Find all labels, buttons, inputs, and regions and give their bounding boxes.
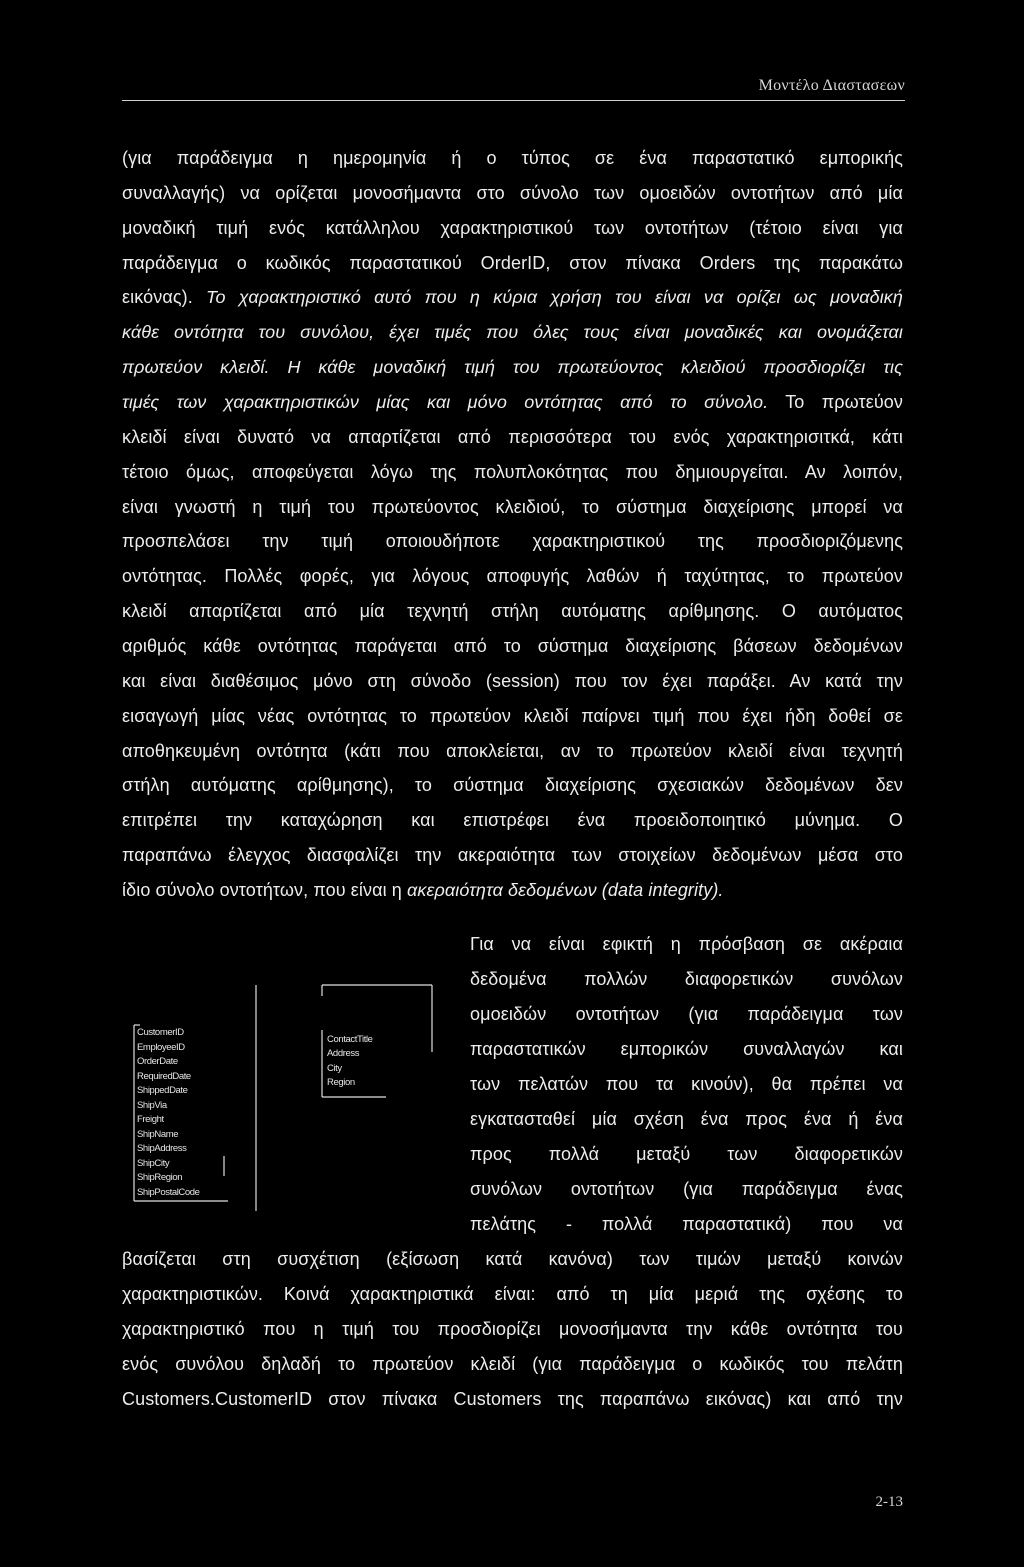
text-line: ενός συνόλου δηλαδή το πρωτεύον κλειδί (για παράδειγμα ο κωδικός του πελάτη [122,1354,903,1374]
field-name: ShipCity [137,1157,170,1169]
text-segment: Το πρωτεύον [785,392,903,413]
text-line [122,350,903,385]
page-number: 2-13 [875,1494,903,1510]
text-line [122,455,903,490]
text-segment: αποθηκευμένη οντότητα (κάτι που αποκλείεται, αν το πρωτεύον κλειδί είναι τεχνητή [122,740,903,761]
text-segment: και είναι διαθέσιμος μόνο στη σύνοδο (session) που τον έχει παράξει. Αν κατά την [122,670,903,691]
text-line [122,280,903,315]
field-name: City [327,1062,342,1074]
text-line [122,559,903,594]
text-segment: κλειδί απαρτίζεται από μία τεχνητή στήλη αυτόματης αρίθμησης. Ο αυτόματος [122,601,903,622]
text-line: πελάτης - πολλά παραστατικά) που να [470,1214,903,1234]
text-segment: κλειδί είναι δυνατό να απαρτίζεται από περισσότερα του ενός χαρακτηρισιτκά, κάτι [122,426,903,447]
text-line [122,629,903,664]
text-line: προς πολλά μεταξύ των διαφορετικών [470,1144,903,1164]
text-line [122,490,903,525]
text-segment: παράδειγμα ο κωδικός παραστατικού OrderID, στον πίνακα Orders της παρακάτω [122,252,903,273]
text-line: εγκατασταθεί μία σχέση ένα προς ένα ή ένα [470,1109,903,1129]
text-segment: εισαγωγή μίας νέας οντότητας το πρωτεύον κλειδί παίρνει τιμή που έχει ήδη δοθεί σε [122,705,903,726]
text-line [122,176,903,211]
text-line [122,315,903,350]
field-name: OrderDate [137,1056,178,1067]
text-line: δεδομένα πολλών διαφορετικών συνόλων [470,969,903,989]
paragraph-relationships-continued [122,1242,903,1417]
text-segment: είναι γνωστή η τιμή του πρωτεύοντος κλειδιού, το σύστημα διαχείρισης μπορεί να [122,496,903,517]
text-line: Customers.CustomerID στον πίνακα Customers της παραπάνω εικόνας) και από την [122,1389,903,1409]
text-segment: προσπελάσει την τιμή οποιουδήποτε χαρακτηριστικού της προσδιοριζόμενης [122,531,903,552]
customers-field-list [327,1033,373,1090]
text-segment: παραπάνω έλεγχος διασφαλίζει την ακεραιότητα των στοιχείων δεδομένων μέσα στο [122,845,903,866]
text-segment: τέτοιο όμως, αποφεύγεται λόγω της πολυπλοκότητας που δημιουργείται. Αν λοιπόν, [122,461,903,482]
text-line: χαρακτηριστικών. Κοινά χαρακτηριστικά είναι: από τη μία μεριά της σχέσης το [122,1284,903,1304]
field-name: ContactTitle [327,1034,373,1045]
field-name: ShipAddress [137,1143,187,1154]
field-name: EmployeeID [137,1041,185,1053]
field-name: Freight [137,1114,164,1125]
field-name: ShipRegion [137,1172,183,1183]
text-line [122,734,903,769]
text-line [122,803,903,838]
text-line [122,211,903,246]
running-header-title: Μοντέλο Διαστασεων [758,77,905,94]
text-line: Για να είναι εφικτή η πρόσβαση σε ακέραια [470,934,903,954]
text-line [122,699,903,734]
orders-field-list [137,1026,200,1200]
text-segment: αριθμός κάθε οντότητας παράγεται από το σύστημα διαχείρισης βάσεων δεδομένων [122,636,903,657]
text-line [122,873,903,908]
text-segment: συναλλαγής) να ορίζεται μονοσήμαντα στο σύνολο των ομοειδών οντοτήτων από μία [122,182,903,203]
text-line [122,524,903,559]
text-line: των πελατών που τα κινούν), θα πρέπει να [470,1074,903,1094]
field-name: ShippedDate [137,1085,188,1096]
text-segment: οντότητας. Πολλές φορές, για λόγους αποφυγής λαθών ή ταχύτητας, το πρωτεύον [122,566,903,587]
text-line [122,838,903,873]
text-segment: επιτρέπει την καταχώρηση και επιστρέφει ένα προειδοποιητικό μύνημα. Ο [122,810,903,831]
field-name: ShipVia [137,1099,167,1111]
text-line [122,768,903,803]
paragraph-relationships-column [470,927,903,1242]
text-line [122,385,903,420]
field-name: RequiredDate [137,1070,191,1082]
italic-definition: Το χαρακτηριστικό αυτό που η κύρια χρήση του είναι να ορίζει ως μοναδική [206,287,903,308]
field-name: CustomerID [137,1027,184,1038]
text-segment: μοναδική τιμή ενός κατάλληλου χαρακτηριστικού των οντοτήτων (τέτοιο είναι για [122,217,903,238]
text-line: παραστατικών εμπορικών συναλλαγών και [470,1039,903,1059]
italic-definition: τιμές των χαρακτηριστικών μίας και μόνο οντότητας από το σύνολο. [122,392,769,413]
field-name: ShipName [137,1128,179,1140]
text-line [122,594,903,629]
text-line [122,664,903,699]
text-segment: (για παράδειγμα η ημερομηνία ή ο τύπος σε ένα παραστατικό εμπορικής [122,148,903,168]
text-line: βασίζεται στη συσχέτιση (εξίσωση κατά κανόνα) των τιμών μεταξύ κοινών [122,1249,903,1269]
paragraph-primary-key [122,141,903,908]
italic-term: ακεραιότητα δεδομένων (data integrity). [407,880,724,901]
italic-definition: κάθε οντότητα του συνόλου, έχει τιμές που όλες τους είναι μοναδικές και ονομάζεται [122,322,903,343]
text-line: συνόλων οντοτήτων (για παράδειγμα ένας [470,1179,903,1199]
header-rule [122,100,905,101]
italic-definition: πρωτεύον κλειδί. Η κάθε μοναδική τιμή του πρωτεύοντος κλειδιού προσδιορίζει τις [122,357,903,378]
text-line [122,141,903,176]
text-segment: στήλη αυτόματης αρίθμησης), το σύστημα διαχείρισης σχεσιακών δεδομένων δεν [122,775,903,796]
text-line [122,246,903,281]
text-segment: εικόνας). [122,287,193,308]
text-line: χαρακτηριστικό που η τιμή του προσδιορίζει μονοσήμαντα την κάθε οντότητα του [122,1319,903,1339]
text-segment: ίδιο σύνολο οντοτήτων, που είναι η [122,880,402,901]
text-line: ομοειδών οντοτήτων (για παράδειγμα των [470,1004,903,1024]
field-name: ShipPostalCode [137,1186,200,1198]
field-name: Region [327,1076,355,1088]
text-line [122,420,903,455]
field-name: Address [327,1048,360,1060]
